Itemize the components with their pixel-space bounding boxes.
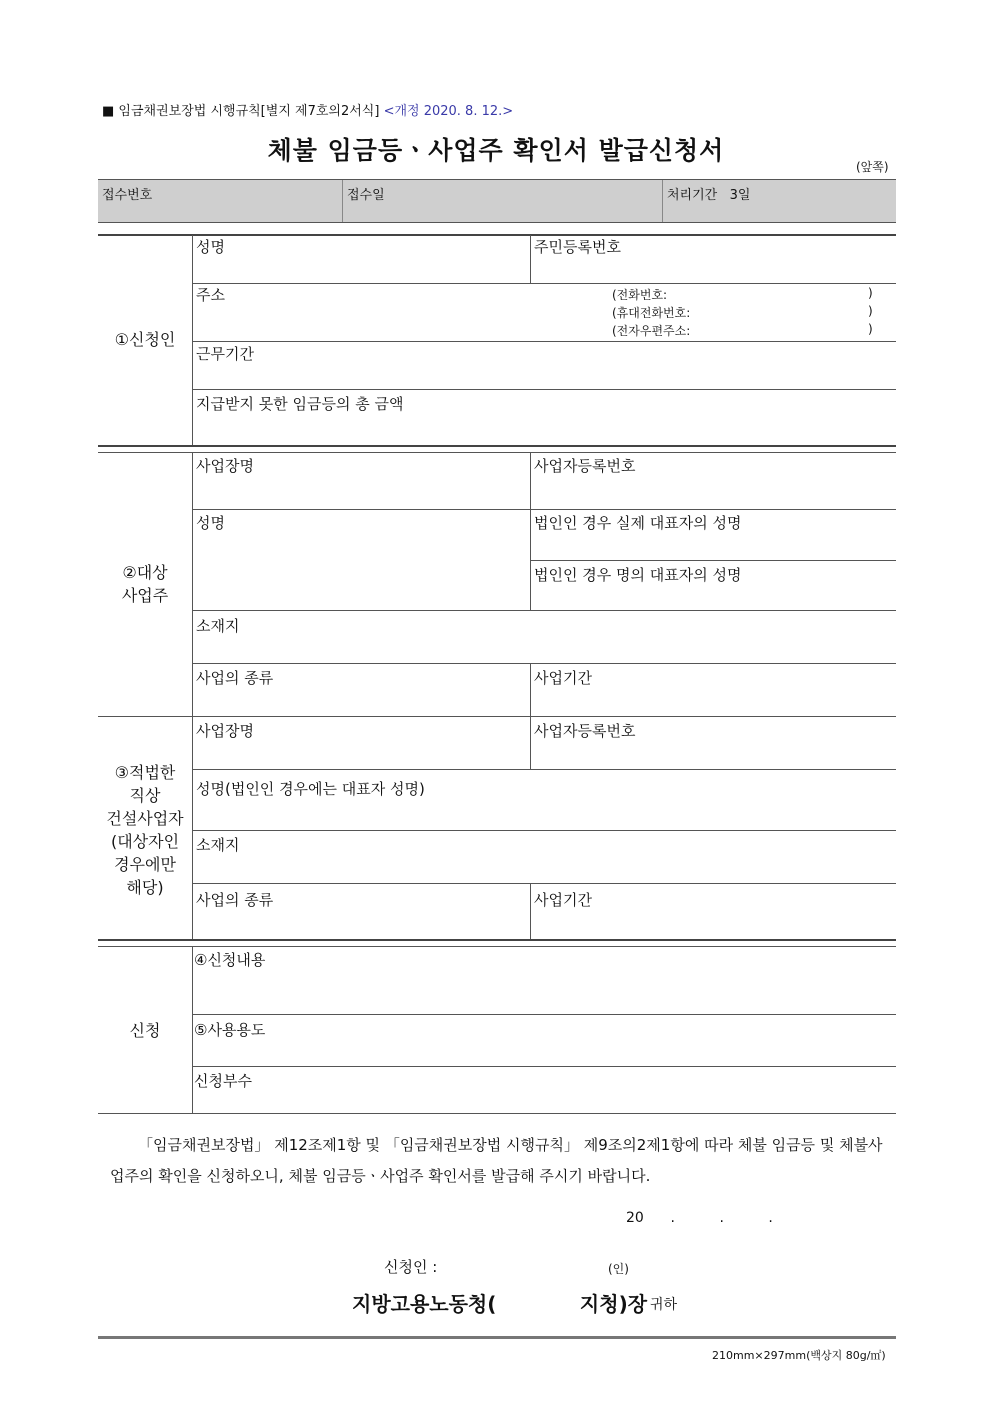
applicant-section-label: ①신청인 — [114, 330, 176, 349]
employer-section-label — [98, 561, 192, 607]
row-divider — [192, 1066, 896, 1067]
column-divider — [530, 453, 531, 610]
receipt-number-label: 접수번호 — [102, 188, 153, 203]
contractor-label-line: 건설사업자 — [106, 809, 184, 828]
employer-reg-no-field[interactable]: 사업자등록번호 — [534, 457, 636, 475]
phone-field[interactable]: (전화번호: — [612, 288, 668, 302]
addressee: 지방고용노동청( 지청)장 — [352, 1292, 648, 1316]
contractor-section-label — [98, 761, 192, 899]
contractor-label-line: ③적법한 — [114, 763, 176, 782]
row-divider — [192, 341, 896, 342]
contractor-label-line: (대상자인 — [110, 832, 180, 851]
row-divider — [192, 830, 896, 831]
usage-field[interactable]: ⑤사용용도 — [194, 1021, 266, 1039]
row-divider — [192, 283, 896, 284]
copies-field[interactable]: 신청부수 — [194, 1072, 252, 1090]
applicant-name-field[interactable]: 성명 — [196, 238, 225, 256]
employer-label-line: ②대상 — [122, 563, 168, 582]
employer-label-line: 사업주 — [121, 586, 169, 605]
receipt-date-label: 접수일 — [347, 188, 385, 203]
processing-label: 처리기간 — [667, 188, 718, 203]
date-dots[interactable]: . . . — [670, 1210, 773, 1226]
section-divider — [98, 452, 896, 453]
request-content-field[interactable]: ④신청내용 — [194, 951, 266, 969]
processing-value: 3일 — [729, 188, 751, 203]
column-divider — [530, 235, 531, 283]
row-divider — [192, 769, 896, 770]
row-divider — [192, 610, 896, 611]
mobile-close: ) — [868, 304, 873, 318]
column-divider — [530, 716, 531, 769]
section-divider — [98, 939, 896, 941]
front-side-label: (앞쪽) — [856, 160, 889, 174]
request-section-label: 신청 — [129, 1021, 161, 1040]
contractor-business-period-field[interactable]: 사업기간 — [534, 891, 592, 909]
row-divider — [192, 1014, 896, 1015]
row-divider — [192, 883, 896, 884]
column-divider — [192, 235, 193, 445]
employer-name-field[interactable]: 성명 — [196, 514, 225, 532]
contractor-reg-no-field[interactable]: 사업자등록번호 — [534, 722, 636, 740]
contractor-business-type-field[interactable]: 사업의 종류 — [196, 891, 274, 909]
applicant-resident-no-field[interactable]: 주민등록번호 — [534, 238, 621, 256]
contractor-business-name-field[interactable]: 사업장명 — [196, 722, 254, 740]
statement-text: 「임금채권보장법」 제12조제1항 및 「임금채권보장법 시행규칙」 제9조의2제1항에 따라 체불 임금등 및 체불사업주의 확인을 신청하오니, 체불 임금등ㆍ사업주 확인서를 발급해 주시기 바랍니다. — [110, 1136, 883, 1185]
row-divider — [192, 389, 896, 390]
phone-close: ) — [868, 286, 873, 300]
contractor-location-field[interactable]: 소재지 — [196, 836, 240, 854]
row-divider — [192, 663, 896, 664]
section-divider — [98, 946, 896, 947]
signer-label: 신청인 : — [384, 1258, 438, 1276]
nominal-rep-field[interactable]: 법인인 경우 명의 대표자의 성명 — [534, 566, 742, 584]
footer-rule — [98, 1336, 896, 1339]
contractor-label-line: 해당) — [126, 878, 164, 897]
row-divider — [192, 509, 896, 510]
email-field[interactable]: (전자우편주소: — [612, 324, 691, 338]
column-divider — [192, 947, 193, 1113]
actual-rep-field[interactable]: 법인인 경우 실제 대표자의 성명 — [534, 514, 742, 532]
contractor-label-line: 경우에만 — [114, 855, 176, 874]
registration-bar — [98, 179, 896, 223]
form-reference — [102, 100, 513, 119]
page-title: 체불 임금등ㆍ사업주 확인서 발급신청서 — [267, 136, 725, 165]
column-divider — [530, 663, 531, 716]
employer-business-period-field[interactable]: 사업기간 — [534, 669, 592, 687]
section-divider — [98, 716, 896, 717]
employer-business-name-field[interactable]: 사업장명 — [196, 457, 254, 475]
applicant-address-field[interactable]: 주소 — [196, 286, 225, 304]
application-statement — [110, 1130, 890, 1192]
email-close: ) — [868, 322, 873, 336]
addressee-suffix: 귀하 — [650, 1297, 678, 1313]
seal-mark: (인) — [608, 1262, 629, 1276]
paper-spec: 210mm×297mm(백상지 80g/㎡) — [712, 1349, 886, 1362]
unpaid-total-field[interactable]: 지급받지 못한 임금등의 총 금액 — [196, 395, 404, 413]
row-divider — [530, 560, 896, 561]
employer-location-field[interactable]: 소재지 — [196, 617, 240, 635]
work-period-field[interactable]: 근무기간 — [196, 345, 254, 363]
date-prefix: 20 — [626, 1210, 644, 1226]
mobile-field[interactable]: (휴대전화번호: — [612, 306, 691, 320]
column-divider — [530, 883, 531, 940]
revision-note: <개정 2020. 8. 12.> — [383, 104, 514, 119]
section-divider — [98, 1113, 896, 1114]
column-divider — [192, 453, 193, 940]
receipt-number-field[interactable] — [98, 180, 343, 222]
employer-business-type-field[interactable]: 사업의 종류 — [196, 669, 274, 687]
form-ref-text: ■ 임금채권보장법 시행규칙[별지 제7호의2서식] — [102, 104, 380, 119]
processing-period — [663, 180, 896, 222]
section-divider — [98, 445, 896, 447]
contractor-name-field[interactable]: 성명(법인인 경우에는 대표자 성명) — [196, 780, 425, 798]
date-line — [626, 1210, 773, 1226]
contractor-label-line: 직상 — [129, 786, 161, 805]
receipt-date-field[interactable] — [343, 180, 663, 222]
